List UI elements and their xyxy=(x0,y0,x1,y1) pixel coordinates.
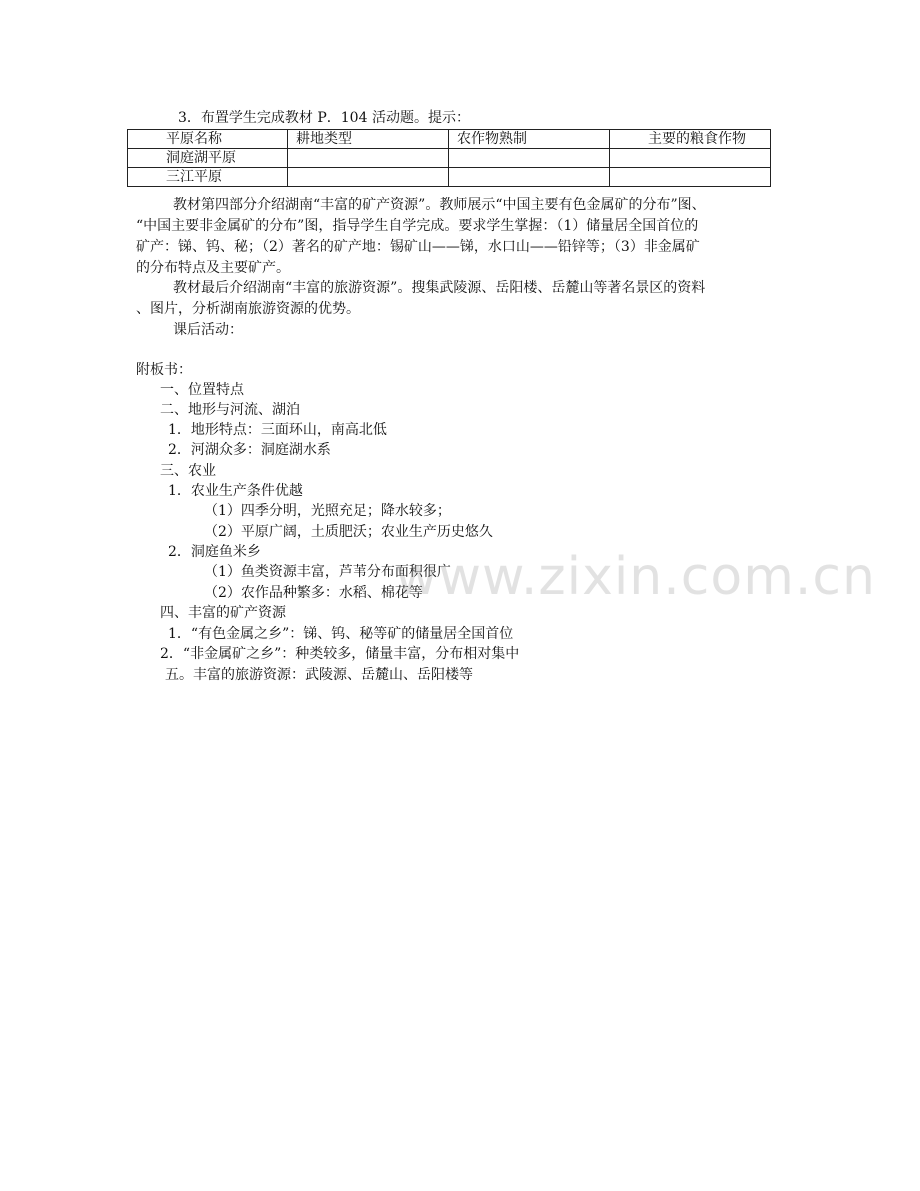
table-row xyxy=(128,168,771,187)
board-title: 附板书： xyxy=(136,362,192,378)
paragraph-line: 的分布特点及主要矿产。 xyxy=(136,260,290,276)
paragraph-line: “中国主要非金属矿的分布”图，指导学生自学完成。要求学生掌握：（1）储量居全国首位的 xyxy=(136,218,699,234)
board-item: （2）农作品种繁多：水稻、棉花等 xyxy=(204,585,423,601)
board-item: 2．河湖众多：洞庭湖水系 xyxy=(168,442,331,458)
table-cell xyxy=(610,168,771,187)
board-item: （1）鱼类资源丰富，芦苇分布面积很广 xyxy=(204,564,451,580)
board-item: 三、农业 xyxy=(160,463,216,479)
board-item: 1．地形特点：三面环山，南高北低 xyxy=(168,422,387,438)
table-cell-plain-name: 三江平原 xyxy=(128,168,288,187)
table-cell-plain-name: 洞庭湖平原 xyxy=(128,149,288,168)
table-cell xyxy=(288,168,449,187)
board-item: 2．洞庭鱼米乡 xyxy=(168,544,261,560)
table-header-cell: 耕地类型 xyxy=(288,130,449,149)
board-item: （2）平原广阔，土质肥沃；农业生产历史悠久 xyxy=(204,524,493,540)
board-item: 四、丰富的矿产资源 xyxy=(160,605,286,621)
paragraph-line: 教材第四部分介绍湖南“丰富的矿产资源”。教师展示“中国主要有色金属矿的分布”图、 xyxy=(173,197,706,213)
watermark: www.zixin.com.cn xyxy=(395,547,876,607)
table-header-cell: 农作物熟制 xyxy=(449,130,610,149)
table-cell xyxy=(610,149,771,168)
board-item: 一、位置特点 xyxy=(160,382,244,398)
table-header-cell: 平原名称 xyxy=(128,130,288,149)
table-cell xyxy=(288,149,449,168)
table-header-cell: 主要的粮食作物 xyxy=(610,130,771,149)
board-item: 1．农业生产条件优越 xyxy=(168,483,303,499)
plain-comparison-table xyxy=(127,129,771,187)
paragraph-line: 教材最后介绍湖南“丰富的旅游资源”。搜集武陵源、岳阳楼、岳麓山等著名景区的资料 xyxy=(173,280,706,296)
intro-line: 3．布置学生完成教材 P．104 活动题。提示： xyxy=(178,110,470,126)
paragraph-line: 、图片，分析湖南旅游资源的优势。 xyxy=(136,301,360,317)
board-item: 2．“非金属矿之乡”：种类较多，储量丰富，分布相对集中 xyxy=(160,646,520,662)
table-header-row xyxy=(128,130,771,149)
table-row xyxy=(128,149,771,168)
after-class-label: 课后活动： xyxy=(173,322,243,338)
paragraph-line: 矿产：锑、钨、秘；（2）著名的矿产地：锡矿山——锑，水口山——铅锌等；（3）非金属矿 xyxy=(136,239,700,255)
table-cell xyxy=(449,168,610,187)
board-item: 五。丰富的旅游资源：武陵源、岳麓山、岳阳楼等 xyxy=(165,667,473,683)
board-item: 二、地形与河流、湖泊 xyxy=(160,402,300,418)
table-cell xyxy=(449,149,610,168)
board-item: 1．“有色金属之乡”：锑、钨、秘等矿的储量居全国首位 xyxy=(168,626,514,642)
board-item: （1）四季分明，光照充足；降水较多； xyxy=(204,503,451,519)
